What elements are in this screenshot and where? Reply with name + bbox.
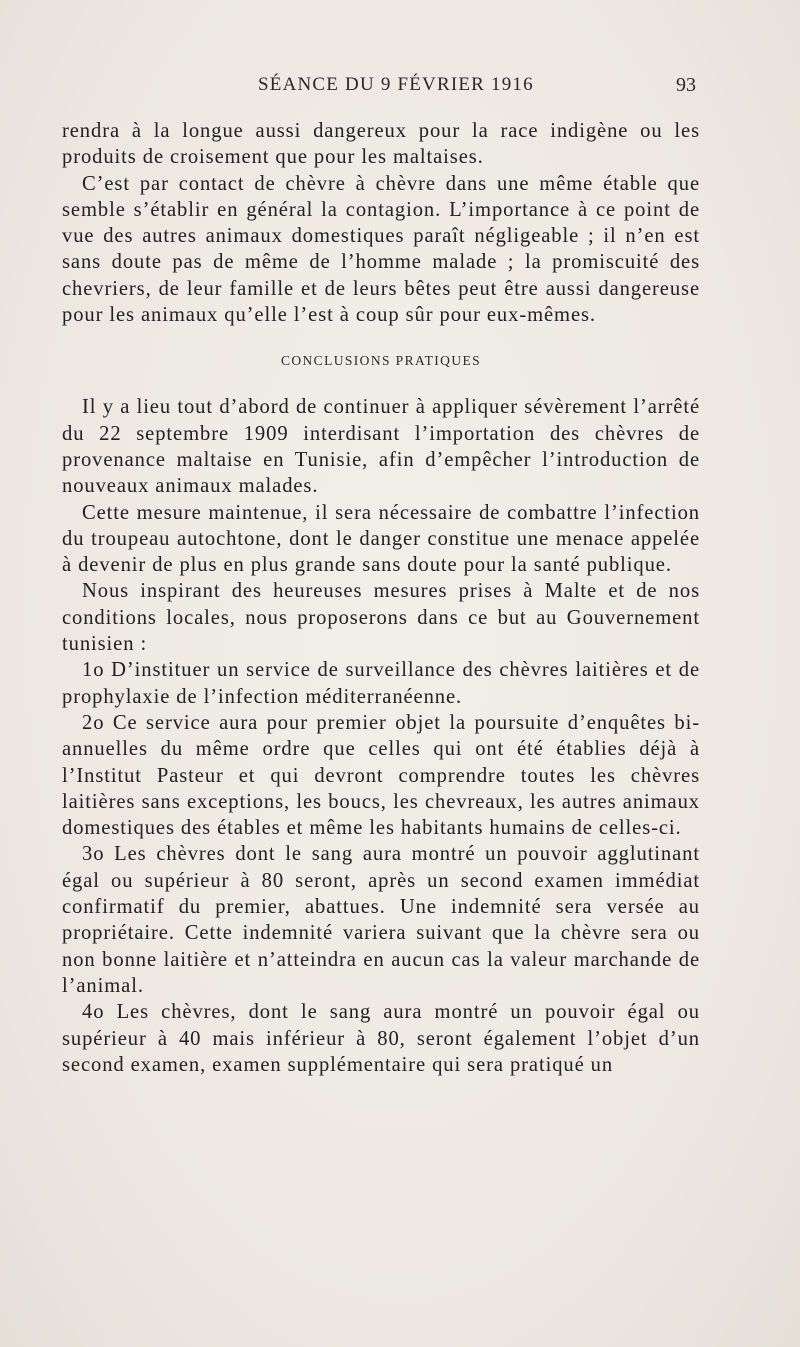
paragraph-proposal-3: 3o Les chèvres dont le sang aura montré un pouvoir agglutinant égal ou supérieur à 80 seront, après un second examen immédiat confirmatif du premier, abattues. Une indemnité sera versée au propriétaire. Cette indemnité variera suivant que la chèvre sera ou non bonne laitière et n’atteindra en aucun cas la valeur marchande de l’animal. xyxy=(62,843,700,997)
main-text xyxy=(62,118,700,1078)
paragraph-proposal-2: 2o Ce service aura pour premier objet la poursuite d’enquêtes bi-annuelles du même ordre que celles qui ont été établies déjà à l’Institut Pasteur et qui devront comprendre toutes les chèvres laitières sans exceptions, les boucs, les chevreaux, les autres animaux domestiques des étables et même les habitants humains de celles-ci. xyxy=(62,711,700,840)
paragraph-proposal-4: 4o Les chèvres, dont le sang aura montré un pouvoir égal ou supérieur à 40 mais inférieur à 80, seront également l’objet d’un second examen, examen supplémentaire qui sera pratiqué un xyxy=(62,1001,700,1076)
paragraph-continuation: rendra à la longue aussi dangereux pour la race indigène ou les produits de croisement que pour les maltaises. xyxy=(62,120,700,169)
paragraph-proposals-intro: Nous inspirant des heureuses mesures prises à Malte et de nos conditions locales, nous proposerons dans ce but au Gouvernement tunisien : xyxy=(62,580,700,656)
paragraph-import-ban: Il y a lieu tout d’abord de continuer à appliquer sévèrement l’arrêté du 22 septembre 1909 interdisant l’importation des chèvres de provenance maltaise en Tunisie, afin d’empêcher l’introduction de nouveaux animaux malades. xyxy=(62,396,700,498)
paragraph-measure: Cette mesure maintenue, il sera nécessaire de combattre l’infection du troupeau autochtone, dont le danger constitue une menace appelée à devenir de plus en plus grande sans doute pour la santé publique. xyxy=(62,501,700,577)
running-title: SÉANCE DU 9 FÉVRIER 1916 xyxy=(258,74,534,95)
paragraph-proposal-1: 1o D’instituer un service de surveillance des chèvres laitières et de prophylaxie de l’infection méditerranéenne. xyxy=(62,659,700,708)
page-header xyxy=(0,74,800,104)
paragraph-contagion: C’est par contact de chèvre à chèvre dans une même étable que semble s’établir en général la contagion. L’importance à ce point de vue des autres animaux domestiques paraît négligeable ; il n’en est sans doute pas de même de l’homme malade ; la promiscuité des chevriers, de leur famille et de leurs bêtes peut être aussi dangereuse pour les animaux qu’elle l’est à coup sûr pour eux-mêmes. xyxy=(62,172,700,327)
page-number: 93 xyxy=(676,74,696,96)
section-heading: CONCLUSIONS PRATIQUES xyxy=(280,353,482,369)
